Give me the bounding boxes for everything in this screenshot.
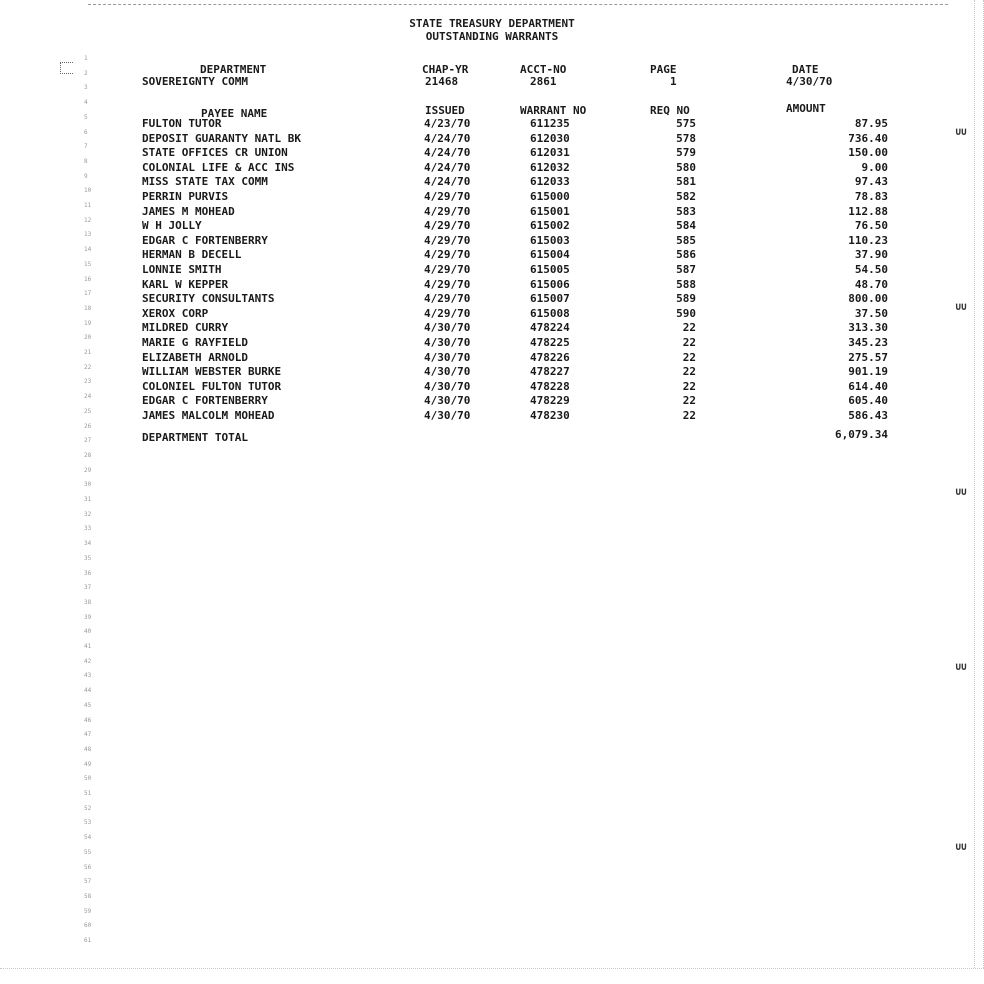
chap-yr-label: CHAP-YR	[422, 63, 469, 76]
payee-cell: MILDRED CURRY	[142, 321, 229, 335]
warrant-cell: 478226	[530, 350, 570, 364]
form-line-number: 14	[84, 246, 92, 254]
warrant-cell: 478228	[530, 379, 570, 393]
table-row	[0, 290, 984, 306]
warrant-cell: 615006	[530, 277, 570, 291]
form-line-number: 33	[84, 525, 92, 533]
form-line-number: 61	[84, 937, 92, 944]
issued-cell: 4/23/70	[424, 117, 471, 130]
date-label: DATE	[792, 63, 819, 76]
form-line-number: 31	[84, 496, 92, 503]
payee-cell: COLONIEL FULTON TUTOR	[142, 379, 282, 393]
acct-no-value: 2861	[530, 75, 557, 88]
issued-cell: 4/29/70	[424, 190, 471, 203]
table-row	[0, 235, 984, 246]
form-line-number: 39	[84, 613, 92, 621]
form-line-number: 51	[84, 790, 92, 797]
form-line-number: 56	[84, 863, 92, 871]
req-cell: 575	[676, 117, 696, 130]
payee-cell: COLONIAL LIFE & ACC INS	[142, 160, 295, 174]
form-line-number: 46	[84, 716, 92, 724]
department-total-amount: 6,079.34	[835, 428, 888, 441]
amount-cell: 313.30	[848, 321, 888, 335]
form-line-number: 30	[84, 481, 92, 489]
payee-cell: JAMES MALCOLM MOHEAD	[142, 409, 275, 422]
req-cell: 587	[676, 263, 696, 276]
amount-header: AMOUNT	[786, 102, 826, 115]
req-cell: 588	[676, 277, 696, 291]
form-line-number: 12	[84, 216, 92, 224]
form-line-number: 45	[84, 701, 92, 709]
req-cell: 583	[676, 204, 696, 218]
form-line-number: 28	[84, 451, 92, 459]
amount-cell: 78.83	[854, 190, 888, 203]
form-line-number: 43	[84, 672, 92, 680]
issued-cell: 4/29/70	[424, 233, 471, 247]
form-line-number: 19	[84, 319, 92, 327]
warrant-cell: 615004	[530, 248, 570, 262]
amount-cell: 586.43	[848, 409, 888, 422]
amount-cell: 37.50	[854, 306, 888, 320]
department-value: SOVEREIGNTY COMM	[142, 75, 248, 88]
edge-print-mark: ∪∪	[955, 485, 967, 498]
amount-cell: 112.88	[848, 204, 888, 218]
amount-cell: 97.43	[854, 175, 888, 189]
form-line-number: 42	[84, 657, 92, 665]
form-line-number: 59	[84, 907, 92, 915]
req-cell: 581	[676, 175, 696, 189]
issued-cell: 4/30/70	[424, 409, 471, 422]
table-row	[0, 275, 984, 291]
payee-cell: LONNIE SMITH	[142, 263, 222, 276]
form-line-number: 36	[84, 569, 92, 577]
chap-yr-value: 21468	[425, 75, 459, 88]
table-row	[0, 246, 984, 262]
top-tear-line	[88, 4, 948, 5]
amount-cell: 901.19	[848, 365, 888, 379]
table-row	[0, 334, 984, 349]
warrant-cell: 612033	[530, 175, 570, 189]
form-line-number: 23	[84, 378, 92, 386]
table-row	[0, 133, 984, 144]
table-row	[0, 118, 984, 129]
amount-cell: 275.57	[848, 350, 888, 364]
form-line-number: 2	[84, 69, 88, 77]
form-line-number: 38	[84, 598, 92, 606]
amount-cell: 110.23	[848, 233, 888, 247]
acct-no-label: ACCT-NO	[520, 63, 567, 76]
table-row	[0, 319, 984, 335]
table-row	[0, 206, 984, 217]
req-no-header: REQ NO	[650, 104, 690, 117]
form-line-number: 6	[84, 128, 88, 136]
form-line-number: 13	[84, 231, 92, 239]
warrant-cell: 612030	[530, 131, 570, 145]
form-line-number: 60	[84, 922, 92, 930]
payee-cell: XEROX CORP	[142, 306, 209, 320]
warrant-cell: 478229	[530, 394, 570, 408]
payee-cell: W H JOLLY	[142, 219, 202, 233]
form-line-number: 7	[84, 143, 88, 151]
amount-cell: 614.40	[848, 379, 888, 393]
amount-cell: 48.70	[854, 277, 888, 291]
payee-cell: EDGAR C FORTENBERRY	[142, 233, 268, 247]
payee-cell: STATE OFFICES CR UNION	[142, 146, 288, 160]
form-line-number: 54	[84, 834, 92, 842]
table-row	[0, 363, 984, 379]
form-line-number: 27	[84, 437, 92, 445]
form-line-number: 20	[84, 334, 92, 342]
amount-cell: 37.90	[854, 248, 888, 262]
payee-cell: MISS STATE TAX COMM	[142, 175, 268, 189]
edge-print-mark: ∪∪	[955, 125, 967, 138]
form-line-number: 22	[84, 363, 92, 371]
issued-cell: 4/30/70	[424, 321, 471, 335]
table-row	[0, 216, 984, 233]
payee-cell: JAMES M MOHEAD	[142, 204, 235, 218]
req-cell: 579	[676, 146, 696, 160]
table-row	[0, 349, 984, 364]
form-line-number: 40	[84, 628, 92, 636]
issued-cell: 4/30/70	[424, 379, 471, 393]
req-cell: 584	[676, 219, 696, 233]
payee-cell: WILLIAM WEBSTER BURKE	[142, 365, 282, 379]
req-cell: 22	[682, 394, 696, 408]
form-line-number: 11	[84, 202, 92, 209]
report-title: STATE TREASURY DEPARTMENT	[409, 17, 575, 30]
form-line-number: 24	[84, 393, 92, 401]
issued-cell: 4/24/70	[424, 175, 471, 189]
issued-cell: 4/29/70	[424, 263, 471, 276]
req-cell: 22	[682, 379, 696, 393]
req-cell: 582	[676, 190, 696, 203]
payee-cell: KARL W KEPPER	[142, 277, 229, 291]
req-cell: 586	[676, 248, 696, 262]
table-row	[0, 260, 984, 276]
req-cell: 22	[682, 365, 696, 379]
warrant-cell: 478227	[530, 365, 570, 379]
payee-cell: PERRIN PURVIS	[142, 190, 229, 203]
form-line-number: 35	[84, 554, 92, 562]
table-row	[0, 162, 984, 173]
form-line-number: 17	[84, 290, 92, 298]
form-line-number: 53	[84, 819, 92, 827]
form-line-number: 58	[84, 892, 92, 900]
payee-cell: DEPOSIT GUARANTY NATL BK	[142, 131, 301, 145]
form-line-number: 41	[84, 643, 92, 650]
issued-cell: 4/24/70	[424, 131, 471, 145]
issued-header: ISSUED	[425, 104, 465, 117]
form-line-number: 37	[84, 584, 92, 592]
warrant-cell: 615005	[530, 263, 570, 276]
warrant-cell: 615000	[530, 190, 570, 203]
issued-cell: 4/29/70	[424, 306, 471, 320]
form-line-number: 21	[84, 349, 92, 356]
req-cell: 22	[682, 321, 696, 335]
payee-cell: SECURITY CONSULTANTS	[142, 292, 275, 306]
payee-cell: ELIZABETH ARNOLD	[142, 350, 248, 364]
table-row	[0, 172, 984, 189]
edge-print-mark: ∪∪	[955, 660, 967, 673]
warrant-cell: 612032	[530, 160, 570, 174]
date-value: 4/30/70	[786, 75, 833, 88]
table-row	[0, 407, 984, 422]
req-cell: 585	[676, 233, 696, 247]
req-cell: 589	[676, 292, 696, 306]
edge-print-mark: ∪∪	[955, 840, 967, 853]
form-line-number: 25	[84, 407, 92, 415]
payee-name-header: PAYEE NAME	[201, 107, 268, 120]
page-label: PAGE	[650, 63, 677, 76]
issued-cell: 4/24/70	[424, 146, 471, 160]
req-cell: 590	[676, 306, 696, 320]
form-line-number: 16	[84, 275, 92, 283]
form-line-number: 26	[84, 422, 92, 430]
issued-cell: 4/29/70	[424, 248, 471, 262]
form-line-number: 55	[84, 848, 92, 856]
warrant-cell: 615007	[530, 292, 570, 306]
warrant-cell: 615008	[530, 306, 570, 320]
payee-cell: FULTON TUTOR	[142, 117, 222, 130]
issued-cell: 4/29/70	[424, 204, 471, 218]
warrant-cell: 615003	[530, 233, 570, 247]
form-line-number: 49	[84, 760, 92, 768]
department-total-label: DEPARTMENT TOTAL	[142, 431, 248, 444]
edge-print-mark: ∪∪	[955, 300, 967, 313]
form-line-number: 34	[84, 540, 92, 548]
warrant-cell: 478230	[530, 409, 570, 422]
warrant-cell: 478225	[530, 336, 570, 349]
warrant-no-header: WARRANT NO	[520, 104, 587, 117]
issued-cell: 4/30/70	[424, 350, 471, 364]
issued-cell: 4/29/70	[424, 292, 471, 306]
amount-cell: 9.00	[861, 160, 888, 174]
table-row	[0, 395, 984, 406]
report-subtitle: OUTSTANDING WARRANTS	[425, 30, 559, 43]
payee-cell: MARIE G RAYFIELD	[142, 336, 248, 349]
form-line-number: 8	[84, 157, 88, 165]
warrant-cell: 615001	[530, 204, 570, 218]
form-line-number: 50	[84, 775, 92, 783]
warrant-cell: 611235	[530, 117, 570, 130]
payee-cell: EDGAR C FORTENBERRY	[142, 394, 268, 408]
warrant-cell: 478224	[530, 321, 570, 335]
req-cell: 22	[682, 336, 696, 349]
req-cell: 580	[676, 160, 696, 174]
form-line-number: 29	[84, 466, 92, 474]
amount-cell: 605.40	[848, 394, 888, 408]
warrant-cell: 612031	[530, 146, 570, 160]
form-line-number: 1	[84, 55, 88, 62]
payee-cell: HERMAN B DECELL	[142, 248, 242, 262]
warrant-cell: 615002	[530, 219, 570, 233]
bottom-tear-line	[0, 968, 984, 969]
req-cell: 22	[682, 409, 696, 422]
table-row	[0, 378, 984, 393]
issued-cell: 4/24/70	[424, 160, 471, 174]
tractor-feed-edge	[974, 0, 984, 968]
table-row	[0, 304, 984, 320]
amount-cell: 736.40	[848, 131, 888, 145]
page-value: 1	[670, 75, 677, 88]
form-line-number: 3	[84, 84, 88, 92]
form-line-number: 9	[84, 172, 88, 180]
issued-cell: 4/29/70	[424, 277, 471, 291]
table-row	[0, 191, 984, 202]
form-line-number: 4	[84, 99, 88, 107]
form-line-number: 44	[84, 687, 92, 695]
corner-bracket-mark	[60, 62, 73, 74]
form-line-number: 5	[84, 113, 88, 121]
form-line-number: 15	[84, 260, 92, 268]
form-line-number: 47	[84, 731, 92, 739]
amount-cell: 54.50	[854, 263, 888, 276]
req-cell: 578	[676, 131, 696, 145]
issued-cell: 4/30/70	[424, 365, 471, 379]
req-cell: 22	[682, 350, 696, 364]
amount-cell: 87.95	[854, 117, 888, 130]
form-line-number: 57	[84, 878, 92, 886]
issued-cell: 4/29/70	[424, 219, 471, 233]
form-line-number: 32	[84, 510, 92, 518]
amount-cell: 150.00	[848, 146, 888, 160]
form-line-number: 48	[84, 745, 92, 753]
form-line-number: 18	[84, 304, 92, 312]
amount-cell: 345.23	[848, 336, 888, 349]
issued-cell: 4/30/70	[424, 394, 471, 408]
table-row	[0, 147, 984, 158]
form-line-number: 10	[84, 187, 92, 195]
amount-cell: 800.00	[848, 292, 888, 306]
department-label: DEPARTMENT	[200, 63, 267, 76]
amount-cell: 76.50	[854, 219, 888, 233]
form-line-number: 52	[84, 804, 92, 812]
issued-cell: 4/30/70	[424, 336, 471, 349]
